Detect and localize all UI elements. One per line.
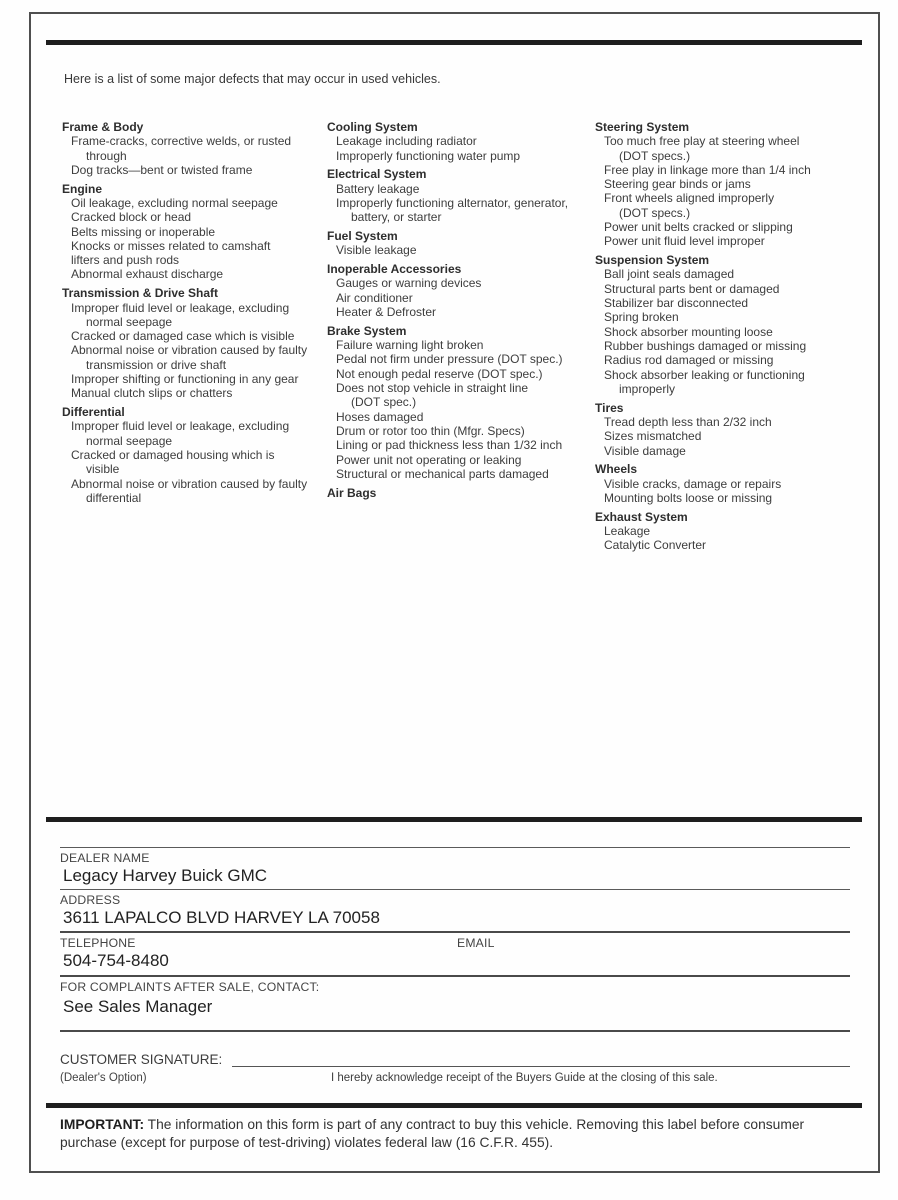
defect-item: Mounting bolts loose or missing [604, 490, 773, 505]
defect-item: (DOT specs.) [619, 205, 691, 220]
signature-line [232, 1066, 850, 1067]
important-notice: IMPORTANT: The information on this form is part of any contract to buy this vehicle. Removing this label before consumer purchase (except for purpose of test-driving) violates federal law (16 C.F.R. 455). [60, 1117, 805, 1150]
section-title: Steering System [595, 120, 690, 134]
defect-item: visible [86, 462, 120, 477]
defect-item: normal seepage [86, 433, 173, 448]
dealer-name-top-rule [60, 847, 850, 848]
defect-item: Shock absorber mounting loose [604, 324, 773, 339]
defect-item: Cracked or damaged housing which is [71, 448, 275, 463]
form-top-divider-rule [46, 817, 862, 822]
defect-item: Cracked or damaged case which is visible [71, 329, 295, 344]
complaints-value: See Sales Manager [63, 997, 213, 1016]
defect-item: Power unit fluid level improper [604, 234, 765, 249]
address-label: ADDRESS [60, 893, 121, 907]
section-title: Wheels [595, 462, 638, 477]
defect-item: Pedal not firm under pressure (DOT spec.) [336, 352, 563, 367]
defect-item: Abnormal exhaust discharge [71, 267, 224, 282]
defect-item: Ball joint seals damaged [604, 267, 735, 282]
section-title: Air Bags [327, 485, 377, 500]
section-title: Fuel System [327, 229, 398, 244]
defect-item: Too much free play at steering wheel [604, 134, 800, 149]
top-divider-rule [46, 40, 862, 45]
document-border [29, 12, 880, 1173]
defect-item: Dog tracks—bent or twisted frame [71, 162, 253, 177]
defect-item: Oil leakage, excluding normal seepage [71, 195, 278, 210]
defect-item: Catalytic Converter [604, 538, 707, 553]
defect-item: Gauges or warning devices [336, 276, 482, 291]
telephone-value: 504-754-8480 [63, 951, 169, 970]
telephone-label: TELEPHONE [60, 936, 136, 950]
complaints-top-rule [60, 975, 850, 977]
defect-item: Hoses damaged [336, 409, 424, 424]
section-title: Differential [62, 405, 125, 420]
defect-item: Leakage [604, 524, 651, 539]
defect-item: Air conditioner [336, 290, 413, 305]
defect-item: Visible cracks, damage or repairs [604, 476, 782, 491]
defect-item: Improper fluid level or leakage, excluding [71, 300, 290, 315]
defect-item: Improper shifting or functioning in any gear [71, 372, 299, 387]
defect-item: Not enough pedal reserve (DOT spec.) [336, 366, 543, 381]
customer-signature-label: CUSTOMER SIGNATURE: [60, 1052, 223, 1067]
defect-item: Lining or pad thickness less than 1/32 inch [336, 438, 563, 453]
complaints-bottom-rule [60, 1030, 850, 1032]
dealer-name-value: Legacy Harvey Buick GMC [63, 866, 268, 885]
defect-item: Belts missing or inoperable [71, 224, 216, 239]
defect-item: Structural or mechanical parts damaged [336, 466, 549, 481]
defect-item: Stabilizer bar disconnected [604, 296, 749, 311]
defect-item: Tread depth less than 2/32 inch [604, 414, 772, 429]
defect-item: Front wheels aligned improperly [604, 191, 775, 206]
section-title: Inoperable Accessories [327, 262, 462, 277]
telephone-top-rule [60, 931, 850, 933]
defect-item: (DOT specs.) [619, 148, 691, 163]
defect-item: differential [86, 490, 142, 505]
section-title: Frame & Body [62, 120, 144, 134]
section-title: Cooling System [327, 120, 418, 134]
defect-item: lifters and push rods [71, 253, 180, 268]
defect-item: Battery leakage [336, 181, 420, 196]
defects-column-3 [595, 120, 867, 553]
defect-item: battery, or starter [351, 210, 442, 225]
section-title: Suspension System [595, 253, 710, 268]
defect-item: Rubber bushings damaged or missing [604, 338, 807, 353]
intro-text: Here is a list of some major defects that may occur in used vehicles. [64, 72, 441, 86]
defect-item: Frame-cracks, corrective welds, or rusted [71, 134, 292, 149]
defect-item: Leakage including radiator [336, 134, 477, 149]
defect-item: Visible leakage [336, 243, 417, 258]
defect-item: Power unit belts cracked or slipping [604, 220, 793, 235]
defect-item: Steering gear binds or jams [604, 177, 751, 192]
important-label: IMPORTANT: [60, 1117, 145, 1132]
defect-item: Shock absorber leaking or functioning [604, 367, 805, 382]
section-title: Brake System [327, 323, 407, 338]
defect-item: Failure warning light broken [336, 338, 484, 353]
complaints-label: FOR COMPLAINTS AFTER SALE, CONTACT: [60, 980, 320, 994]
defect-item: Improperly functioning alternator, generator, [336, 195, 569, 210]
acknowledgment-text: I hereby acknowledge receipt of the Buyers Guide at the closing of this sale. [331, 1072, 718, 1084]
defects-column-2 [327, 120, 592, 500]
address-value: 3611 LAPALCO BLVD HARVEY LA 70058 [63, 908, 380, 927]
dealer-name-label: DEALER NAME [60, 851, 150, 865]
defect-item: through [86, 148, 127, 163]
defect-item: Heater & Defroster [336, 305, 437, 320]
defect-item: Free play in linkage more than 1/4 inch [604, 162, 811, 177]
defects-column-1 [62, 120, 324, 505]
defect-item: Structural parts bent or damaged [604, 281, 780, 296]
section-title: Transmission & Drive Shaft [62, 286, 219, 301]
defect-item: Improper fluid level or leakage, excluding [71, 419, 290, 434]
defect-item: Drum or rotor too thin (Mfgr. Specs) [336, 423, 525, 438]
defect-item: Power unit not operating or leaking [336, 452, 522, 467]
defect-item: Abnormal noise or vibration caused by faulty [71, 476, 308, 491]
defect-item: improperly [619, 381, 676, 396]
defect-item: Visible damage [604, 443, 686, 458]
defect-item: Knocks or misses related to camshaft [71, 238, 271, 253]
defect-item: transmission or drive shaft [86, 357, 227, 372]
section-title: Tires [595, 400, 624, 415]
defect-item: normal seepage [86, 314, 173, 329]
dealers-option-label: (Dealer's Option) [60, 1072, 147, 1084]
address-top-rule [60, 889, 850, 890]
section-title: Exhaust System [595, 509, 688, 524]
email-label: EMAIL [457, 936, 495, 950]
defect-item: Cracked block or head [71, 210, 192, 225]
defect-item: (DOT spec.) [351, 395, 417, 410]
defect-item: Radius rod damaged or missing [604, 353, 774, 368]
important-divider-rule [46, 1103, 862, 1108]
defect-item: Abnormal noise or vibration caused by faulty [71, 343, 308, 358]
section-title: Electrical System [327, 167, 427, 182]
defect-item: Improperly functioning water pump [336, 148, 521, 163]
section-title: Engine [62, 181, 103, 196]
signature-row [60, 1052, 850, 1067]
defect-item: Manual clutch slips or chatters [71, 386, 233, 401]
defect-item: Spring broken [604, 310, 679, 325]
defect-item: Does not stop vehicle in straight line [336, 381, 529, 396]
defect-item: Sizes mismatched [604, 429, 702, 444]
